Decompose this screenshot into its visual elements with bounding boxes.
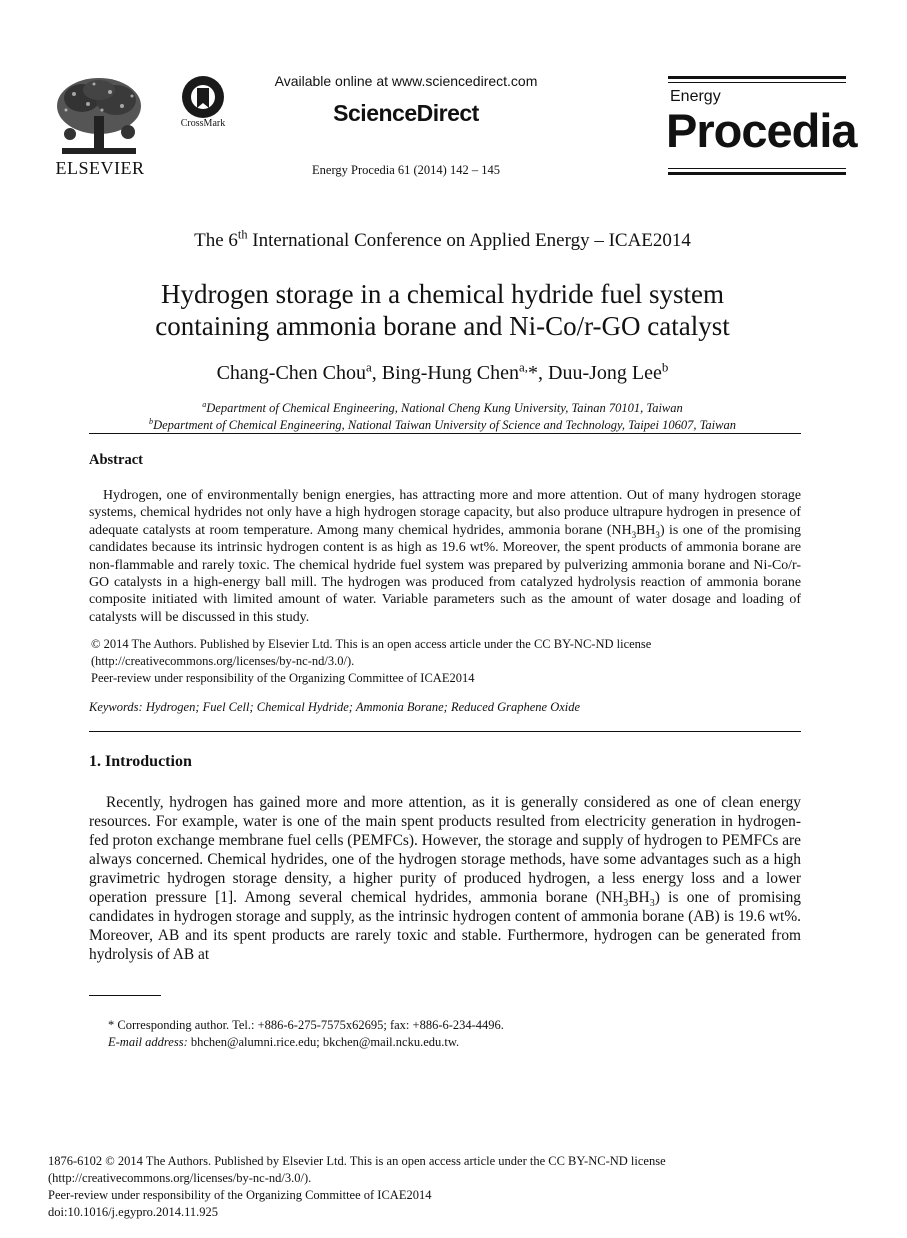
author-list: Chang-Chen Chou$^a$, Bing-Hung Chen$^{a,}$*, Duu-Jong Lee$^b$ bbox=[216, 359, 669, 384]
procedia-bottom-rule bbox=[668, 172, 846, 175]
author-name: Chang-Chen Chou bbox=[216, 362, 367, 384]
author-name: Duu-Jong Lee bbox=[548, 362, 662, 384]
paper-title-line-2: containing ammonia borane and Ni-Co/r-GO catalyst bbox=[155, 311, 730, 341]
peer-review-line: Peer-review under responsibility of the Organizing Committee of ICAE2014 bbox=[91, 671, 475, 685]
publisher-name: ELSEVIER bbox=[55, 158, 145, 178]
bottom-peer-review: Peer-review under responsibility of the Organizing Committee of ICAE2014 bbox=[48, 1188, 432, 1202]
available-online-text: Available online at www.sciencedirect.com bbox=[274, 73, 538, 89]
license-link[interactable]: http://creativecommons.org/licenses/by-nc-nd/3.0/ bbox=[95, 654, 347, 668]
procedia-bottom-rule-thin bbox=[668, 168, 846, 169]
abstract-text: Hydrogen, one of environmentally benign energies, has attracting more and more attention. Out of many hydrogen storage systems, chemical hydrides not only have a high hydrogen storage capacity, but also produce ultrapure hydrogen in presence of adequate catalysts at room temperature. Among many chemical hydrides, ammonia borane $(NH_3BH_3)$ is one of the promising candidates because its intrinsic hydrogen content is as high as 19.6 wt%. Moreover, the spent products of ammonia borane are non-flammable and rarely toxic. The chemical hydride fuel system was prepared by pulverizing ammonia borane and Ni-Co/r-GO catalysts in a high-energy ball mill. The hydrogen was produced from catalyzed hydrolysis reaction of ammonia borane composite initiated with limited amount of water. Variable parameters such as the amount of water dosage and loading of catalysts will be discussed in this study. bbox=[89, 488, 801, 625]
abstract-heading: Abstract bbox=[89, 452, 143, 468]
email-addresses: bhchen@alumni.rice.edu; bkchen@mail.ncku.edu.tw. bbox=[187, 1035, 460, 1049]
copyright-line: © 2014 The Authors. Published by Elsevier Ltd. This is an open access article under the CC BY-NC-ND license bbox=[91, 637, 652, 651]
author-name: Bing-Hung Chen bbox=[381, 362, 520, 384]
issn-copyright: 1876-6102 © 2014 The Authors. Published by Elsevier Ltd. This is an open access article under the CC BY-NC-ND license bbox=[48, 1154, 666, 1168]
procedia-top-rule-thin bbox=[668, 82, 846, 83]
affiliation-a: $^a$Department of Chemical Engineering, National Cheng Kung University, Tainan 70101, Taiwan bbox=[202, 399, 683, 415]
sciencedirect-brand: ScienceDirect bbox=[333, 100, 479, 126]
license-link-line: (http://creativecommons.org/licenses/by-nc-nd/3.0/). bbox=[91, 654, 355, 668]
bottom-license-link[interactable]: (http://creativecommons.org/licenses/by-nc-nd/3.0/). bbox=[48, 1171, 312, 1185]
footnote-divider bbox=[89, 995, 161, 996]
corresponding-author-note: * Corresponding author. Tel.: +886-6-275-7575x62695; fax: +886-6-234-4496. bbox=[108, 1018, 504, 1032]
abstract-divider bbox=[89, 731, 801, 732]
keywords: Keywords: Hydrogen; Fuel Cell; Chemical Hydride; Ammonia Borane; Reduced Graphene Oxide bbox=[89, 700, 581, 714]
corresponding-mark: * bbox=[528, 362, 539, 384]
introduction-text: Recently, hydrogen has gained more and more attention, as it is generally considered as one of clean energy resources. For example, water is one of the main spent products resulted from electricity generation in hydrogen-fed proton exchange membrane fuel cells (PEMFCs). However, the storage and supply of hydrogen to PEMFCs are always concerned. Chemical hydrides, one of the hydrogen storage methods, have some advantages such as a high gravimetric hydrogen storage density, a higher purity of produced hydrogen, a less energy loss and a lower operation pressure [1]. Among several chemical hydrides, ammonia borane $(NH_3BH_3)$ is one of promising candidates in hydrogen storage and supply, as the intrinsic hydrogen content of ammonia borane (AB) is 19.6 wt%. Moreover, AB and its spent products are rarely toxic and stable. Furthermore, hydrogen can be generated from hydrolysis of AB at bbox=[89, 794, 802, 963]
journal-name: Procedia bbox=[666, 104, 857, 157]
header-divider bbox=[89, 433, 801, 434]
elsevier-tree-logo-icon bbox=[52, 76, 146, 158]
doi[interactable]: doi:10.1016/j.egypro.2014.11.925 bbox=[48, 1205, 219, 1219]
paper-title bbox=[40, 278, 845, 342]
section-heading-introduction: 1. Introduction bbox=[89, 753, 192, 770]
procedia-top-rule bbox=[668, 76, 846, 79]
journal-subject: Energy bbox=[670, 88, 721, 105]
affiliation-b: $^b$Department of Chemical Engineering, National Taiwan University of Science and Technology, Taipei 10607, Taiwan bbox=[149, 416, 736, 432]
crossmark-label: CrossMark bbox=[180, 118, 226, 129]
conference-name: The 6th International Conference on Applied Energy – ICAE2014 bbox=[194, 227, 691, 251]
journal-reference: Energy Procedia 61 (2014) 142 – 145 bbox=[312, 163, 500, 177]
paper-title-line-1: Hydrogen storage in a chemical hydride fuel system bbox=[160, 279, 725, 309]
email-note: E-mail address: bhchen@alumni.rice.edu; bkchen@mail.ncku.edu.tw. bbox=[108, 1035, 460, 1049]
